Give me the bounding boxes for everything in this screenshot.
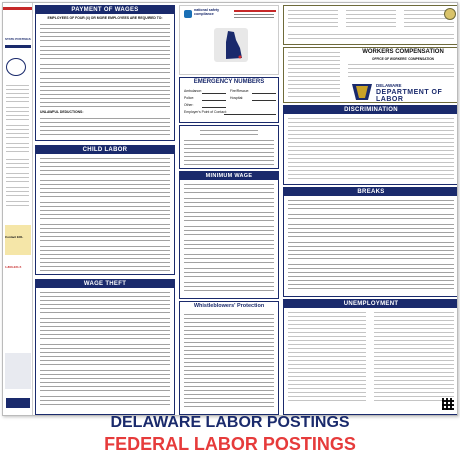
wage-theft-title: WAGE THEFT [36,280,174,288]
delaware-map-icon [214,28,248,62]
left-note-box [5,225,31,255]
emergency-field: Hospital: [230,96,244,100]
breaks-title: BREAKS [284,188,458,196]
workers-comp-top-panel [283,5,458,45]
child-labor-title: CHILD LABOR [36,146,174,154]
whistleblowers-panel [179,301,279,415]
nsc-brand: national safety compliance [194,8,220,16]
child-labor-panel [35,145,175,275]
left-strip [3,3,33,416]
unlawful-deductions-label: UNLAWFUL DEDUCTIONS: [40,110,84,114]
dol-logo-icon [350,82,374,102]
emergency-field: Other: [184,103,194,107]
minimum-wage-panel [179,171,279,299]
payment-of-wages-subtitle: EMPLOYEES OF FOUR (4) OR MORE EMPLOYEES ARE REQUIRED TO: [47,16,163,20]
delaware-label: DELAWARE [376,83,402,88]
left-strip-contact: Contact EOL [5,235,24,239]
discrimination-panel [283,105,458,185]
workers-comp-title: WORKERS COMPENSATION [362,49,444,55]
emergency-panel [179,77,279,123]
left-strip-phone: 1-800-221-5 [5,265,22,269]
delaware-memo-panel [179,125,279,169]
breaks-panel [283,187,458,297]
wage-theft-panel [35,279,175,415]
left-strip-header: STATE POSTINGS [5,37,31,41]
footer-delaware-title: DELAWARE LABOR POSTINGS [110,414,350,431]
workers-comp-subtitle: OFFICE OF WORKERS' COMPENSATION [372,57,434,61]
footer-federal-title: FEDERAL LABOR POSTINGS [104,434,356,454]
nsc-panel [179,5,279,75]
payment-of-wages-title: PAYMENT OF WAGES [36,6,174,14]
payment-of-wages-panel [35,5,175,141]
unemployment-panel [283,299,458,415]
labor-poster [2,2,458,416]
emergency-field: Employer's Point of Contact: [184,110,227,114]
emergency-field: Fire/Rescue: [230,89,250,93]
discrimination-title: DISCRIMINATION [284,106,458,114]
delaware-seal-icon [444,8,456,20]
qr-code-icon [442,398,454,410]
department-of-labor-label: DEPARTMENT OF LABOR [376,89,443,103]
workers-comp-panel [283,47,458,103]
left-footer-box [5,353,31,389]
emergency-title: EMERGENCY NUMBERS [193,79,265,85]
minimum-wage-title: MINIMUM WAGE [180,172,278,180]
state-seal-icon [6,58,26,76]
nsc-logo-icon [184,10,192,18]
emergency-field: Ambulance: [184,89,202,93]
whistleblowers-title: Whistleblowers' Protection [193,303,265,309]
emergency-field: Police: [184,96,195,100]
unemployment-title: UNEMPLOYMENT [284,300,458,308]
